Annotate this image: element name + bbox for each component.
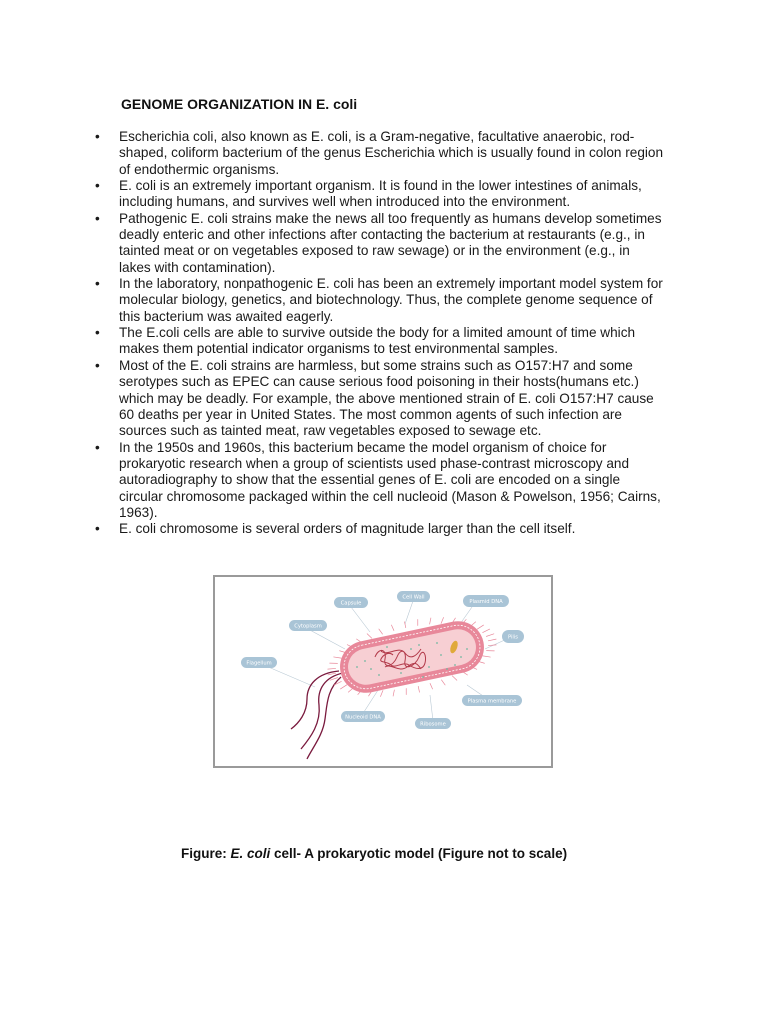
bullet-item bbox=[95, 129, 665, 178]
bullet-text: The E.coli cells are able to survive outside the body for a limited amount of time which makes them potential indicator organisms to test environmental samples. bbox=[119, 325, 636, 357]
svg-text:Flagellum: Flagellum bbox=[246, 660, 272, 667]
pilus bbox=[477, 625, 483, 629]
pilus bbox=[328, 673, 336, 675]
ribosome-dot bbox=[370, 668, 372, 670]
pilus bbox=[379, 629, 383, 634]
pilus bbox=[393, 690, 394, 696]
bullet-item bbox=[95, 276, 665, 325]
bullet-glyph: • bbox=[95, 325, 100, 341]
ribosome-dot bbox=[454, 664, 456, 666]
svg-text:Plasmid DNA: Plasmid DNA bbox=[469, 599, 503, 605]
pilus bbox=[452, 676, 457, 680]
pilus bbox=[430, 683, 432, 689]
capsule-label bbox=[334, 597, 368, 608]
ribosome-dot bbox=[378, 674, 380, 676]
pilus bbox=[441, 618, 443, 624]
caption-species: E. coli bbox=[230, 846, 271, 861]
pilis-label bbox=[502, 630, 524, 643]
cell-wall-label bbox=[397, 591, 430, 602]
bullet-text: In the laboratory, nonpathogenic E. coli has been an extremely important model system for molecular biology, genetics, and biotechnology. Thus, the complete genome sequence of this bacterium was awaited eagerly. bbox=[119, 276, 663, 324]
flagellum-label bbox=[241, 657, 277, 668]
bullet-glyph: • bbox=[95, 210, 100, 226]
svg-text:Cell Wall: Cell Wall bbox=[402, 594, 425, 601]
pilus bbox=[328, 668, 336, 669]
ribosome-dot bbox=[356, 666, 358, 668]
flagellum-strand bbox=[307, 677, 341, 759]
pilus bbox=[340, 685, 346, 689]
caption-suffix: cell- A prokaryotic model (Figure not to scale) bbox=[270, 846, 568, 861]
bullet-text: Pathogenic E. coli strains make the news all too frequently as humans develop sometimes deadly enteric and other infections after contacting the bacterium at restaurants (e.g., in tainted meat or on vegetables exposed to raw sewage) or in the environment (e.g., in lakes with contamination). bbox=[119, 210, 662, 275]
svg-text:Capsule: Capsule bbox=[340, 600, 362, 607]
ribosome-label bbox=[415, 718, 451, 729]
ribosome-dot bbox=[386, 646, 388, 648]
svg-text:Plasma membrane: Plasma membrane bbox=[467, 698, 517, 705]
pilus bbox=[486, 634, 494, 637]
flagellum-strand bbox=[301, 673, 343, 749]
bullet-text: In the 1950s and 1960s, this bacterium became the model organism of choice for prokaryotic research when a group of scientists used phase-contrast microscopy and autoradiography to show that the essential genes of E. coli are encoded on a single circular chromosome packaged within the cell nucleoid (Mason & Powelson, 1956; Cairns, 1963). bbox=[119, 439, 661, 520]
pilus bbox=[334, 657, 342, 658]
bullet-item bbox=[95, 358, 665, 440]
ribosome-dot bbox=[418, 644, 420, 646]
bullet-glyph: • bbox=[95, 439, 100, 455]
svg-text:Nucleoid DNA: Nucleoid DNA bbox=[345, 714, 381, 721]
pilus bbox=[380, 691, 382, 697]
svg-text:Pilis: Pilis bbox=[507, 634, 519, 641]
document-title: GENOME ORGANIZATION IN E. coli bbox=[121, 96, 358, 112]
bullet-item bbox=[95, 440, 665, 522]
bullet-text: Most of the E. coli strains are harmless, but some strains such as O157:H7 and some serotypes such as EPEC can cause serious food poisoning in their hosts(humans etc.) which may be deadly. For example, the above mentioned strain of E. coli O157:H7 cause 60 deaths per year in United States. The most common agents of such infection are sources such as tainted meat, raw vegetables exposed to sewage etc. bbox=[119, 357, 654, 439]
ribosome-dot bbox=[466, 648, 468, 650]
bullet-text: E. coli is an extremely important organism. It is found in the lower intestines of animals, including humans, and survives well when introduced into the environment. bbox=[119, 178, 642, 210]
plasma-membrane-label bbox=[462, 695, 522, 706]
ribosome-dot bbox=[364, 660, 366, 662]
ribosome-dot bbox=[436, 642, 438, 644]
cytoplasm-label bbox=[289, 620, 327, 631]
pilus bbox=[483, 629, 490, 632]
bullet-text: Escherichia coli, also known as E. coli, is a Gram-negative, facultative anaerobic, rod-shaped, coliform bacterium of the genus Escherichia which is usually found in colon region of endothermic organisms. bbox=[119, 129, 664, 177]
bullet-item bbox=[95, 211, 665, 276]
bullet-glyph: • bbox=[95, 521, 100, 537]
bullet-item bbox=[95, 325, 665, 358]
ribosome-dot bbox=[460, 656, 462, 658]
ribosome-dot bbox=[410, 648, 412, 650]
bullet-glyph: • bbox=[95, 276, 100, 292]
bullet-item bbox=[95, 521, 665, 537]
plasmid-dna-label bbox=[463, 595, 509, 607]
ribosome-dot bbox=[428, 666, 430, 668]
pilus bbox=[418, 686, 419, 692]
ribosome-dot bbox=[422, 676, 424, 678]
pilus bbox=[488, 639, 496, 641]
bullet-glyph: • bbox=[95, 129, 100, 144]
bullet-glyph: • bbox=[95, 178, 100, 194]
ribosome-dot bbox=[446, 668, 448, 670]
svg-text:Cytoplasm: Cytoplasm bbox=[294, 623, 322, 630]
caption-prefix: Figure: bbox=[181, 846, 231, 861]
ecoli-figure bbox=[213, 575, 553, 768]
svg-text:Ribosome: Ribosome bbox=[420, 721, 446, 728]
pilus bbox=[430, 618, 431, 624]
figure-caption bbox=[181, 846, 567, 861]
bullet-item bbox=[95, 178, 665, 211]
nucleoid-dna-label bbox=[341, 711, 385, 722]
ribosome-dot bbox=[400, 672, 402, 674]
pilus bbox=[391, 625, 393, 631]
pilus bbox=[367, 634, 372, 638]
bullet-list bbox=[95, 129, 665, 538]
ecoli-diagram bbox=[215, 577, 551, 766]
pilus bbox=[483, 656, 491, 657]
ribosome-dot bbox=[440, 654, 442, 656]
pilus bbox=[488, 645, 496, 646]
bullet-text: E. coli chromosome is several orders of magnitude larger than the cell itself. bbox=[119, 521, 576, 537]
pilus bbox=[442, 680, 446, 685]
bullet-glyph: • bbox=[95, 357, 100, 373]
